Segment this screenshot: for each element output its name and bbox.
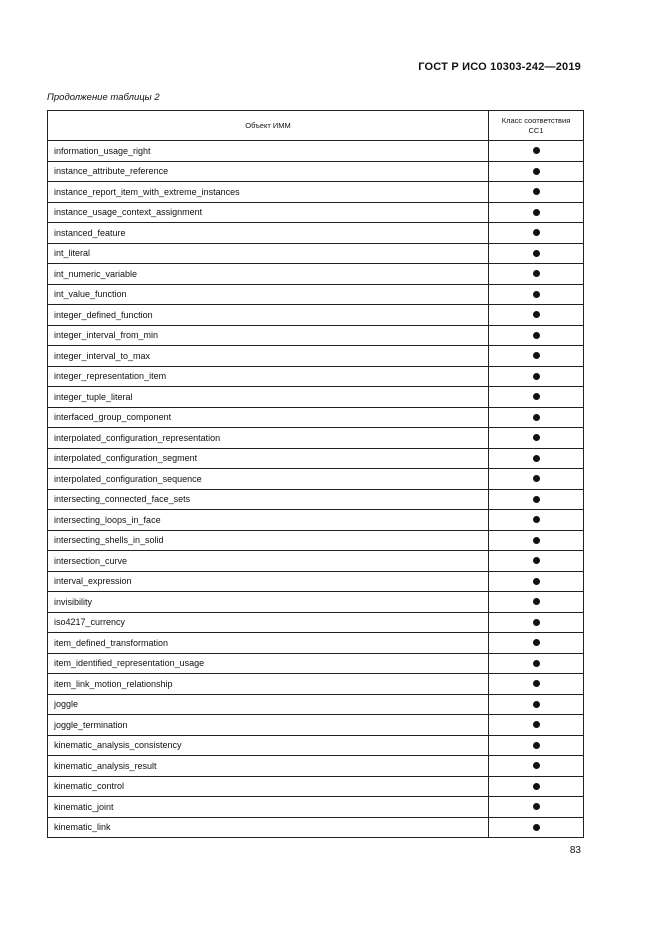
conformance-mark-cell xyxy=(489,612,584,633)
conformance-mark-cell xyxy=(489,182,584,203)
conformance-mark-cell xyxy=(489,694,584,715)
object-name-cell: int_value_function xyxy=(48,284,489,305)
conformance-mark-cell xyxy=(489,797,584,818)
table-header-row xyxy=(48,111,584,141)
table-row xyxy=(48,387,584,408)
conformance-mark-cell xyxy=(489,530,584,551)
conformance-mark-cell xyxy=(489,756,584,777)
conformance-mark-cell xyxy=(489,428,584,449)
conformance-mark-cell xyxy=(489,161,584,182)
object-name-cell: joggle_termination xyxy=(48,715,489,736)
table-row xyxy=(48,530,584,551)
filled-dot-icon xyxy=(533,496,540,503)
table-row xyxy=(48,653,584,674)
conformance-mark-cell xyxy=(489,592,584,613)
conformance-mark-cell xyxy=(489,674,584,695)
table-row xyxy=(48,264,584,285)
filled-dot-icon xyxy=(533,332,540,339)
conformance-mark-cell xyxy=(489,551,584,572)
conformance-mark-cell xyxy=(489,346,584,367)
table-row xyxy=(48,551,584,572)
table-row xyxy=(48,305,584,326)
conformance-mark-cell xyxy=(489,715,584,736)
conformance-mark-cell xyxy=(489,735,584,756)
conformance-mark-cell xyxy=(489,469,584,490)
filled-dot-icon xyxy=(533,373,540,380)
table-row xyxy=(48,735,584,756)
conformance-mark-cell xyxy=(489,387,584,408)
object-name-cell: intersecting_connected_face_sets xyxy=(48,489,489,510)
object-name-cell: integer_tuple_literal xyxy=(48,387,489,408)
object-name-cell: kinematic_link xyxy=(48,817,489,838)
filled-dot-icon xyxy=(533,557,540,564)
object-name-cell: intersecting_loops_in_face xyxy=(48,510,489,531)
filled-dot-icon xyxy=(533,803,540,810)
object-name-cell: invisibility xyxy=(48,592,489,613)
object-name-cell: int_numeric_variable xyxy=(48,264,489,285)
table-row xyxy=(48,469,584,490)
conformance-mark-cell xyxy=(489,653,584,674)
object-name-cell: interfaced_group_component xyxy=(48,407,489,428)
table-row xyxy=(48,674,584,695)
conformance-class-label: Класс соответствия xyxy=(501,115,571,125)
table-row xyxy=(48,715,584,736)
table-row xyxy=(48,510,584,531)
object-name-cell: integer_representation_item xyxy=(48,366,489,387)
object-name-cell: integer_interval_to_max xyxy=(48,346,489,367)
document-standard-header: ГОСТ Р ИСО 10303-242—2019 xyxy=(418,61,581,73)
table-row xyxy=(48,366,584,387)
table-row xyxy=(48,489,584,510)
filled-dot-icon xyxy=(533,783,540,790)
conformance-mark-cell xyxy=(489,305,584,326)
objects-table xyxy=(47,110,584,838)
filled-dot-icon xyxy=(533,660,540,667)
object-name-cell: item_defined_transformation xyxy=(48,633,489,654)
conformance-mark-cell xyxy=(489,571,584,592)
object-name-cell: instanced_feature xyxy=(48,223,489,244)
object-name-cell: item_identified_representation_usage xyxy=(48,653,489,674)
filled-dot-icon xyxy=(533,250,540,257)
filled-dot-icon xyxy=(533,721,540,728)
table-row xyxy=(48,448,584,469)
conformance-mark-cell xyxy=(489,817,584,838)
table-row xyxy=(48,756,584,777)
object-name-cell: item_link_motion_relationship xyxy=(48,674,489,695)
filled-dot-icon xyxy=(533,701,540,708)
object-name-cell: kinematic_joint xyxy=(48,797,489,818)
object-name-cell: instance_report_item_with_extreme_instances xyxy=(48,182,489,203)
table-row xyxy=(48,182,584,203)
table-row xyxy=(48,284,584,305)
filled-dot-icon xyxy=(533,209,540,216)
table-row xyxy=(48,407,584,428)
object-name-cell: integer_defined_function xyxy=(48,305,489,326)
conformance-mark-cell xyxy=(489,633,584,654)
object-name-cell: joggle xyxy=(48,694,489,715)
table-row xyxy=(48,346,584,367)
table-row xyxy=(48,612,584,633)
object-name-cell: kinematic_control xyxy=(48,776,489,797)
conformance-mark-cell xyxy=(489,448,584,469)
filled-dot-icon xyxy=(533,434,540,441)
filled-dot-icon xyxy=(533,291,540,298)
conformance-mark-cell xyxy=(489,141,584,162)
conformance-mark-cell xyxy=(489,407,584,428)
table-row xyxy=(48,797,584,818)
filled-dot-icon xyxy=(533,516,540,523)
conformance-mark-cell xyxy=(489,510,584,531)
object-name-cell: interpolated_configuration_representation xyxy=(48,428,489,449)
filled-dot-icon xyxy=(533,742,540,749)
table-row xyxy=(48,694,584,715)
object-name-cell: instance_usage_context_assignment xyxy=(48,202,489,223)
table-body xyxy=(48,141,584,838)
table-row xyxy=(48,243,584,264)
conformance-mark-cell xyxy=(489,243,584,264)
object-name-cell: information_usage_right xyxy=(48,141,489,162)
filled-dot-icon xyxy=(533,598,540,605)
filled-dot-icon xyxy=(533,311,540,318)
table-row xyxy=(48,592,584,613)
object-name-cell: kinematic_analysis_result xyxy=(48,756,489,777)
table-row xyxy=(48,141,584,162)
object-name-cell: int_literal xyxy=(48,243,489,264)
filled-dot-icon xyxy=(533,393,540,400)
conformance-mark-cell xyxy=(489,223,584,244)
filled-dot-icon xyxy=(533,578,540,585)
conformance-mark-cell xyxy=(489,325,584,346)
filled-dot-icon xyxy=(533,680,540,687)
object-name-cell: intersection_curve xyxy=(48,551,489,572)
object-name-cell: iso4217_currency xyxy=(48,612,489,633)
object-name-cell: integer_interval_from_min xyxy=(48,325,489,346)
table-row xyxy=(48,817,584,838)
object-name-cell: interpolated_configuration_sequence xyxy=(48,469,489,490)
conformance-mark-cell xyxy=(489,489,584,510)
filled-dot-icon xyxy=(533,188,540,195)
table-row xyxy=(48,633,584,654)
filled-dot-icon xyxy=(533,475,540,482)
filled-dot-icon xyxy=(533,147,540,154)
table-row xyxy=(48,571,584,592)
conformance-mark-cell xyxy=(489,264,584,285)
page-number: 83 xyxy=(569,845,581,856)
conformance-mark-cell xyxy=(489,776,584,797)
column-header-object: Объект ИММ xyxy=(48,111,489,141)
object-name-cell: kinematic_analysis_consistency xyxy=(48,735,489,756)
table-row xyxy=(48,202,584,223)
conformance-mark-cell xyxy=(489,284,584,305)
table-row xyxy=(48,325,584,346)
filled-dot-icon xyxy=(533,270,540,277)
object-name-cell: interpolated_configuration_segment xyxy=(48,448,489,469)
table-row xyxy=(48,161,584,182)
table-row xyxy=(48,428,584,449)
conformance-mark-cell xyxy=(489,202,584,223)
column-header-conformance-class xyxy=(489,111,584,141)
table-caption: Продолжение таблицы 2 xyxy=(47,92,160,103)
conformance-mark-cell xyxy=(489,366,584,387)
filled-dot-icon xyxy=(533,414,540,421)
filled-dot-icon xyxy=(533,168,540,175)
filled-dot-icon xyxy=(533,352,540,359)
filled-dot-icon xyxy=(533,229,540,236)
object-name-cell: intersecting_shells_in_solid xyxy=(48,530,489,551)
filled-dot-icon xyxy=(533,455,540,462)
filled-dot-icon xyxy=(533,619,540,626)
filled-dot-icon xyxy=(533,537,540,544)
table-row xyxy=(48,223,584,244)
object-name-cell: instance_attribute_reference xyxy=(48,161,489,182)
conformance-class-code: CC1 xyxy=(528,125,544,135)
table-row xyxy=(48,776,584,797)
object-name-cell: interval_expression xyxy=(48,571,489,592)
filled-dot-icon xyxy=(533,762,540,769)
filled-dot-icon xyxy=(533,824,540,831)
filled-dot-icon xyxy=(533,639,540,646)
